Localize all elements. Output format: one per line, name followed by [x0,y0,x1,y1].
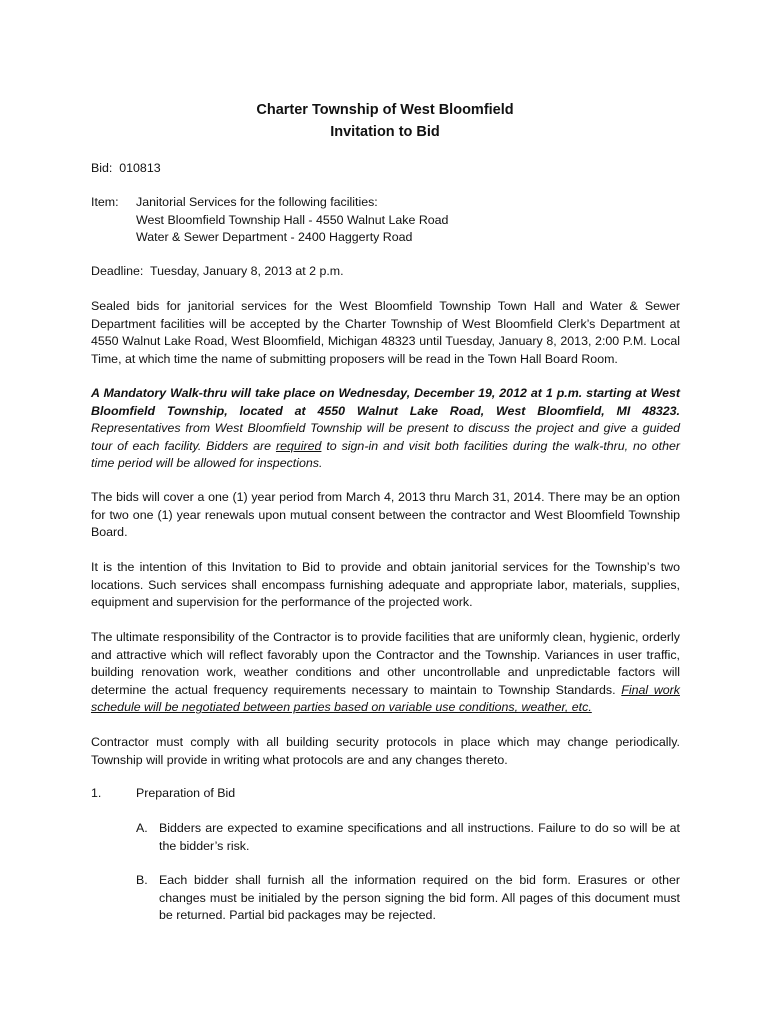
walkthru-italic-text-2: to sign-in and visit both facilities during the walk-thru, no other time period will be allowed for inspections. [91,438,680,471]
section-item-b [136,872,680,925]
item-a-text: Bidders are expected to examine specifications and all instructions. Failure to do so will be at the bidder’s risk. [159,821,680,853]
paragraph-period: The bids will cover a one (1) year period from March 4, 2013 thru March 31, 2014. There may be an option for two one (1) year renewals upon mutual consent between the contractor and West Bloomfield Township Board. [91,490,680,540]
document-title [0,99,770,143]
deadline-line [91,263,680,281]
item-b-text: Each bidder shall furnish all the information required on the bid form. Erasures or other changes must be initialed by the person signing the bid form. All pages of this document must be returned. Partial bid packages may be rejected. [159,873,680,923]
item-block [91,194,680,247]
paragraph-sealed-bids: Sealed bids for janitorial services for the West Bloomfield Township Town Hall and Water & Sewer Department facilities will be accepted by the Charter Township of West Bloomfield Clerk’s Department at 4550 Walnut Lake Road, West Bloomfield, Michigan 48323 until Tuesday, January 8, 2013, 2:00 P.M. Local Time, at which time the name of submitting proposers will be read in the Town Hall Board Room. [91,299,680,366]
deadline-value: Tuesday, January 8, 2013 at 2 p.m. [150,264,344,278]
title-line-2: Invitation to Bid [330,124,440,140]
section-heading: Preparation of Bid [136,786,236,800]
deadline-label: Deadline: [91,264,144,278]
item-label: Item: [91,195,119,209]
section-item-a [136,820,680,855]
walkthru-required-text: required [275,438,322,453]
item-a-letter: A. [136,821,148,835]
bid-line [91,160,680,178]
title-line-1: Charter Township of West Bloomfield [256,102,514,118]
walkthru-italic-text-1: Representatives from West Bloomfield Township will be present to discuss the project and give a guided tour of each facility. Bidders are [91,421,680,453]
section-number: 1. [91,786,102,800]
schedule-note: Final work schedule will be negotiated between parties based on variable use conditions, weather, etc. [91,682,680,715]
bid-label: Bid: [91,161,113,175]
paragraph-responsibility [91,629,680,717]
responsibility-text: The ultimate responsibility of the Contractor is to provide facilities that are uniformly clean, hygienic, orderly and attractive which will reflect favorably upon the Contractor and the Township. Variances in user traffic, building renovation work, weather conditions and other uncontrollable and unpredictable factors will determine the actual frequency requirements necessary to maintain to Township Standards. [91,630,680,697]
walkthru-bold-text: A Mandatory Walk-thru will take place on Wednesday, December 19, 2012 at 1 p.m. starting at West Bloomfield Township, located at 4550 Walnut Lake Road, West Bloomfield, MI 48323. [91,386,680,418]
item-b-letter: B. [136,873,148,887]
paragraph-security: Contractor must comply with all building security protocols in place which may change periodically. Township will provide in writing what protocols are and any changes thereto. [91,735,680,767]
paragraph-intention: It is the intention of this Invitation to Bid to provide and obtain janitorial services for the Township’s two locations. Such services shall encompass furnishing adequate and appropriate labor, materials, supplies, equipment and supervision for the performance of the projected work. [91,560,680,610]
paragraph-walkthru [91,385,680,473]
item-line-2: West Bloomfield Township Hall - 4550 Walnut Lake Road [136,212,449,227]
item-line-1: Janitorial Services for the following facilities: [136,195,378,209]
bid-number: 010813 [119,161,161,175]
item-line-3: Water & Sewer Department - 2400 Haggerty Road [136,230,413,245]
